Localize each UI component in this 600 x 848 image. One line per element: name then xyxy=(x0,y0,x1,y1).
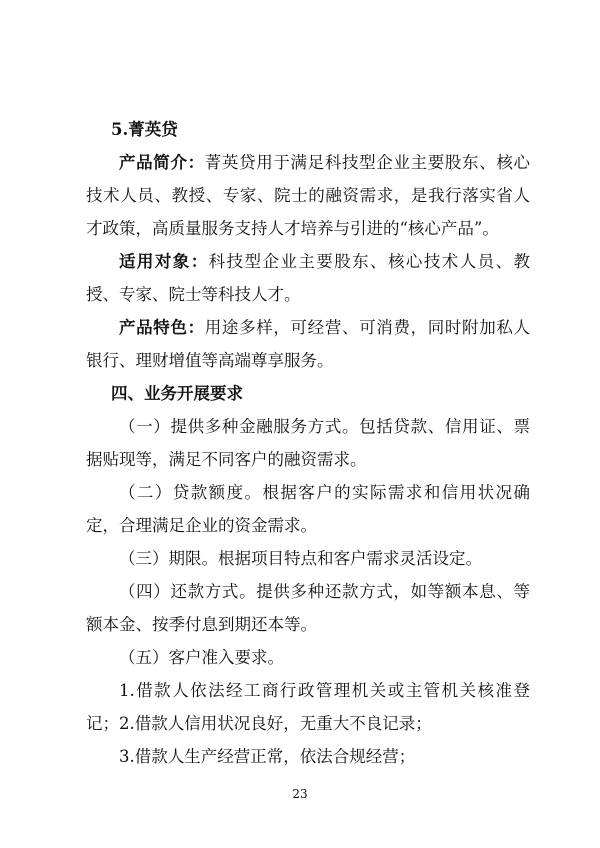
product-intro xyxy=(86,146,530,245)
requirement-1: 1.借款人依法经工商行政管理机关或主管机关核准登记； xyxy=(86,681,530,733)
product-feature xyxy=(86,311,530,377)
target-label: 适用对象： xyxy=(119,252,209,271)
feature-text: 用途多样，可经营、可消费，同时附加私人银行、理财增值等高端尊享服务。 xyxy=(86,318,531,370)
intro-label: 产品简介： xyxy=(119,153,205,172)
section-heading: 四、业务开展要求 xyxy=(111,384,243,403)
product-target xyxy=(86,245,530,311)
feature-label: 产品特色： xyxy=(119,318,205,337)
page-number: 23 xyxy=(292,787,308,801)
section-item-1: （一）提供多种金融服务方式。包括贷款、信用证、票据贴现等，满足不同客户的融资需求。 xyxy=(86,417,530,469)
target-text: 科技型企业主要股东、核心技术人员、教授、专家、院士等科技人才。 xyxy=(86,252,531,304)
product-title: 5.菁英贷 xyxy=(111,120,178,139)
section-item-4: （四）还款方式。提供多种还款方式，如等额本息、等额本金、按季付息到期还本等。 xyxy=(86,582,530,634)
section-item-5: （五）客户准入要求。 xyxy=(119,648,284,667)
requirement-2: 2.借款人信用状况良好，无重大不良记录； xyxy=(119,714,432,733)
section-item-3: （三）期限。根据项目特点和客户需求灵活设定。 xyxy=(119,549,482,568)
intro-text: 菁英贷用于满足科技型企业主要股东、核心技术人员、教授、专家、院士的融资需求，是我行落实省人才政策，高质量服务支持人才培养与引进的“核心产品”。 xyxy=(86,153,531,238)
section-item-2: （二）贷款额度。根据客户的实际需求和信用状况确定，合理满足企业的资金需求。 xyxy=(86,483,530,535)
requirement-3: 3.借款人生产经营正常，依法合规经营； xyxy=(119,747,416,766)
